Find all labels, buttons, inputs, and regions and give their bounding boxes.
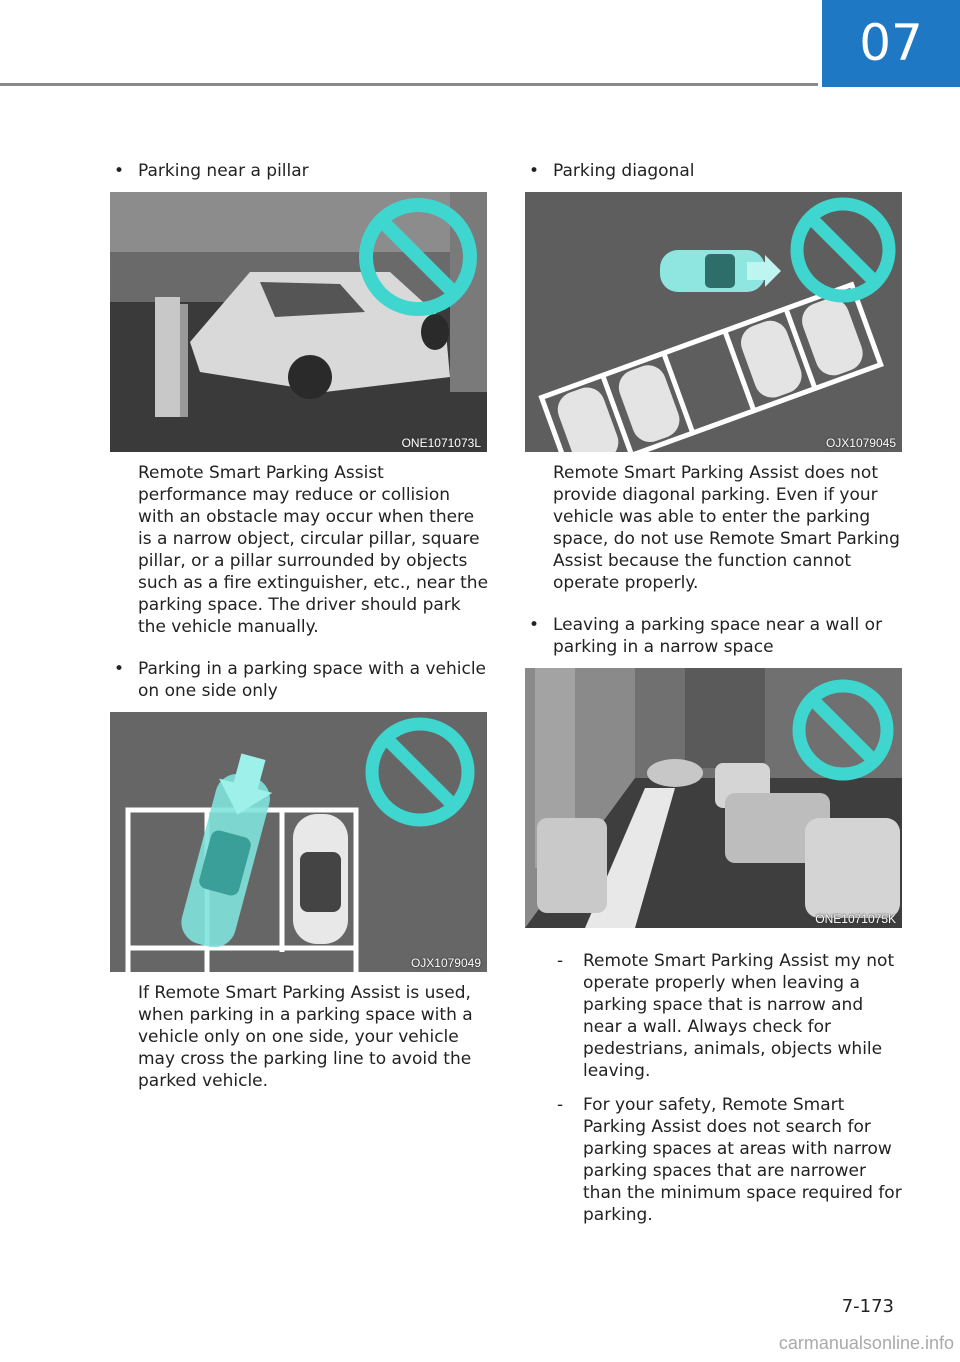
bullet-pillar: • Parking near a pillar — [110, 160, 490, 182]
figure-diagonal — [525, 192, 902, 452]
figure-code: OJX1079049 — [410, 956, 481, 970]
chapter-tab: 07 — [822, 0, 960, 87]
figure-one-side — [110, 712, 487, 972]
left-column — [110, 160, 490, 1092]
figure-code: ONE1071073L — [401, 436, 481, 450]
paragraph-pillar: Remote Smart Parking Assist performance may reduce or collision with an obstacle may occur when there is a narrow object, circular pillar, square pillar, or a pillar surrounded by objects such as a fire extinguisher, etc., near the parking space. The driver should park the vehicle manually. — [138, 463, 489, 637]
diagonal-illustration — [525, 192, 902, 452]
figure-narrow — [525, 668, 902, 928]
dash-item-narrow-wall: - Remote Smart Parking Assist my not operate properly when leaving a parking space that is narrow and near a wall. Always check for pedestrians, animals, objects while leaving. — [525, 950, 905, 1082]
one-side-illustration — [110, 712, 487, 972]
figure-code: OJX1079045 — [825, 436, 896, 450]
site-watermark[interactable]: carmanualsonline.info — [778, 1333, 954, 1353]
bullet-one-side: • Parking in a parking space with a vehicle on one side only — [110, 658, 490, 702]
car-left — [537, 818, 607, 913]
car-right — [805, 818, 900, 918]
paragraph-one-side: If Remote Smart Parking Assist is used, when parking in a parking space with a vehicle only on one side, your vehicle may cross the parking line to avoid the parked vehicle. — [138, 983, 473, 1091]
figure-code: ONE1071075K — [815, 912, 896, 926]
header-rule — [0, 83, 818, 86]
pillar-illustration — [110, 192, 487, 452]
bullet-narrow: • Leaving a parking space near a wall or parking in a narrow space — [525, 614, 905, 658]
dash-item-safety: - For your safety, Remote Smart Parking Assist does not search for parking spaces at areas with narrow parking spaces that are narrower than the minimum space required for parking. — [525, 1094, 905, 1226]
figure-pillar — [110, 192, 487, 452]
pillar — [155, 297, 180, 417]
narrow-illustration — [525, 668, 902, 928]
page-number: 7-173 — [841, 1296, 894, 1317]
right-column — [525, 160, 905, 1226]
paragraph-diagonal: Remote Smart Parking Assist does not provide diagonal parking. Even if your vehicle was able to enter the parking space, do not use Remote Smart Parking Assist because the function cannot operate properly. — [553, 463, 900, 593]
bullet-diagonal: • Parking diagonal — [525, 160, 905, 182]
